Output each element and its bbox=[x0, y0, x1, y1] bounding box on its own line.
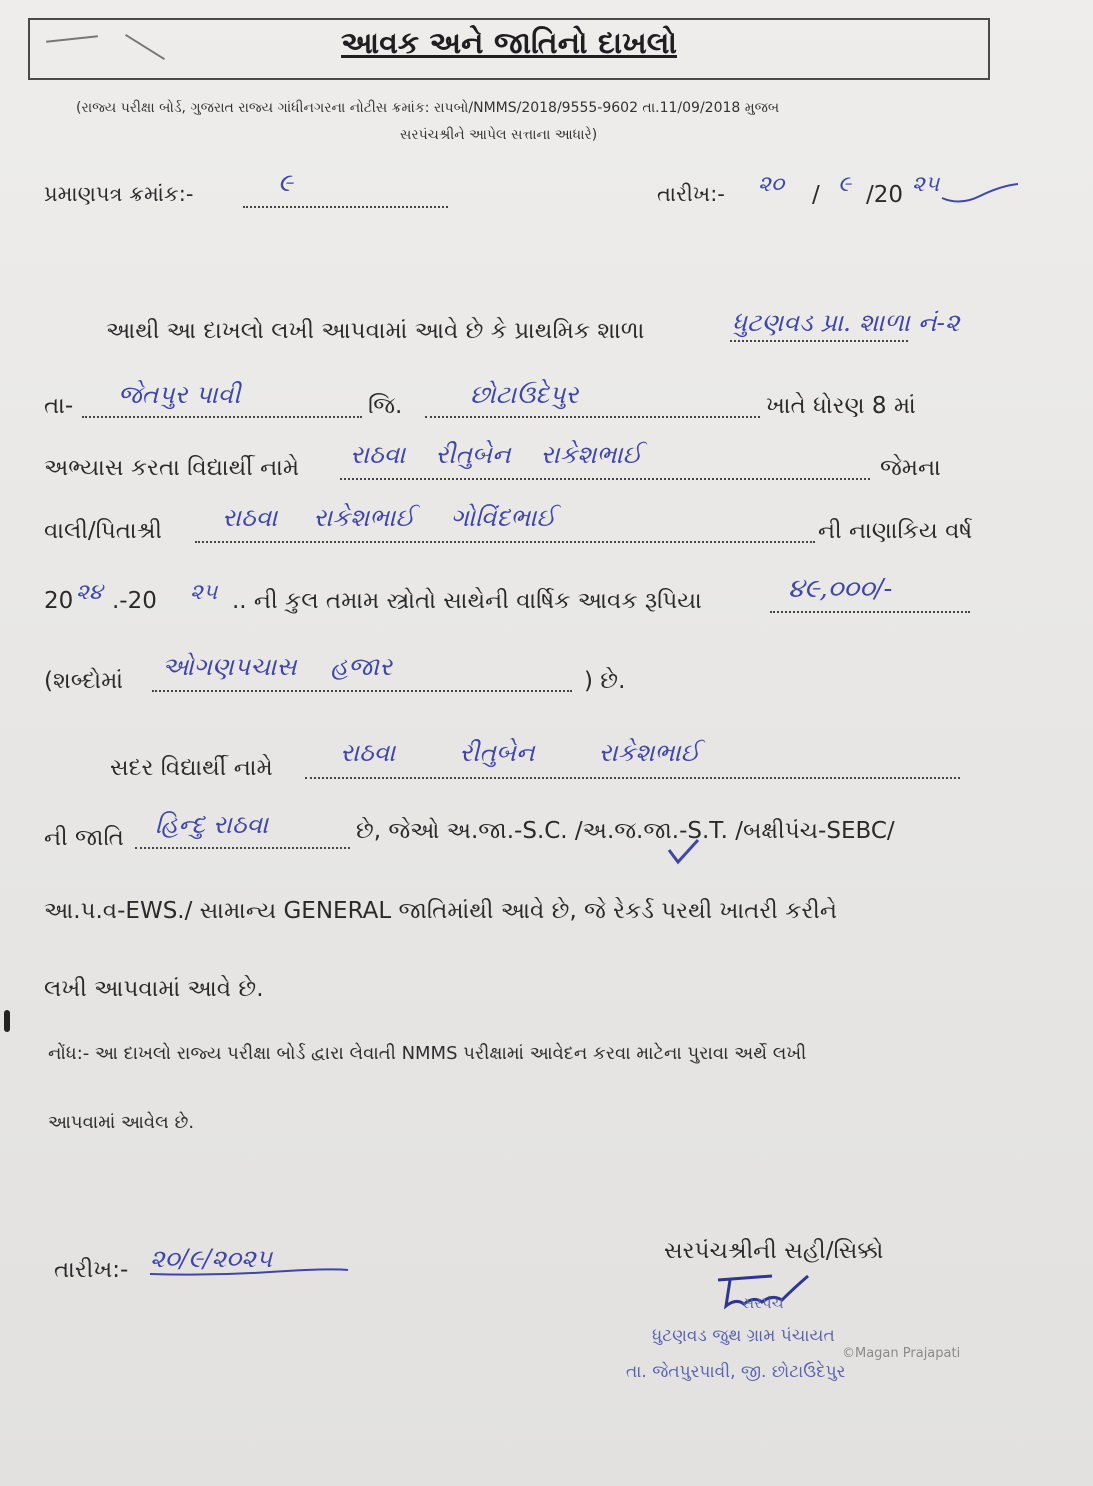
title-box bbox=[28, 18, 990, 80]
student-prefix: અભ્યાસ કરતા વિદ્યાર્થી નામે bbox=[44, 455, 300, 481]
certificate-date-month: ૯ bbox=[838, 172, 852, 197]
paragraph-1-intro: આથી આ દાખલો લખી આપવામાં આવે છે કે પ્રાથમિક શાળા bbox=[106, 318, 645, 344]
date-underline bbox=[150, 1266, 350, 1278]
subtitle-line-2: સરપંચશ્રીને આપેલ સત્તાના આધારે) bbox=[400, 127, 598, 143]
year-prefix: 20 bbox=[44, 588, 74, 614]
parent-name: રાઠવા રાકેશભાઈ ગોવિંદભાઈ bbox=[222, 503, 556, 532]
parent-dots bbox=[195, 541, 815, 543]
note-line-2: આપવામાં આવેલ છે. bbox=[48, 1112, 195, 1133]
footer-date-value: ૨૦/૯/૨૦૨૫ bbox=[150, 1244, 273, 1273]
student-name: રાઠવા રીતુબેન રાકેશભાઈ bbox=[350, 440, 642, 469]
tick-mark-icon bbox=[666, 838, 700, 866]
parent-prefix: વાલી/પિતાશ્રી bbox=[44, 518, 163, 544]
certificate-date-year: ૨૫ bbox=[912, 172, 940, 197]
certificate-number-label: પ્રમાણપત્ર ક્રમાંક:- bbox=[44, 182, 194, 206]
district-dots bbox=[425, 416, 760, 418]
certificate-date-year-prefix: /20 bbox=[866, 182, 904, 208]
words-prefix: (શબ્દોમાં bbox=[44, 668, 124, 694]
p2-student-dots bbox=[305, 777, 960, 779]
caste-prefix: ની જાતિ bbox=[44, 825, 124, 851]
stamp-line-1: ધુટણવડ જુથ ગ્રામ પંચાયત bbox=[652, 1326, 835, 1346]
district-label: જિ. bbox=[368, 393, 403, 419]
certificate-date-day: ૨૦ bbox=[758, 172, 785, 197]
sarpanch-sign-label: સરપંચશ્રીની સહી/સિક્કો bbox=[664, 1238, 884, 1264]
watermark: ©Magan Prajapati bbox=[842, 1346, 961, 1361]
income-text: .. ની કુલ તમામ સ્ત્રોતો સાથેની વાર્ષિક આવક રૂપિયા bbox=[232, 588, 702, 614]
student-dots bbox=[340, 478, 870, 480]
stamp-title: સરપંચ bbox=[742, 1294, 784, 1312]
certificate-paper: આવક અને જાતિનો દાખલો (રાજ્ય પરીક્ષા બોર્ડ, ગુજરાત રાજ્ય ગાંધીનગરના નોટીસ ક્રમાંક: રાપબો/NMMS/2018/9555-9602 તા.11/09/2018 મુજબ સરપંચશ્રીને આપેલ સત્તાના આધારે) પ્રમાણપત્ર ક્રમાંક:- ૯ તારીખ:- ૨૦ / ૯ /20 ૨૫ આથી આ દાખલો લખી આપવામાં આવે છે કે પ્રાથમિક શાળા ધુટણવડ પ્રા. શાળા નં-૨ તા- જેતપુર પાવી જિ. છોટાઉદેપુર ખાતે ધોરણ 8 માં અભ્યાસ કરતા વિદ્યાર્થી નામે રાઠવા રીતુબેન રાકેશભાઈ જેમના વાલી/પિતાશ્રી રાઠવા રાકેશભાઈ ગોવિંદભાઈ ની નાણાકિય વર્ષ 20 ૨૪ .-20 ૨૫ .. ની કુલ તમામ સ્ત્રોતો સાથેની વાર્ષિક આવક રૂપિયા ૪૯,૦૦૦/- (શબ્દોમાં ઓગણપચાસ હજાર ) છે. સદર વિદ્યાર્થી નામે રાઠવા રીતુબેન રાકેશભાઈ ની જાતિ હિન્દુ રાઠવા છે, જેઓ અ.જા.-S.C. /અ.જ.જા.-S.T. /બક્ષીપંચ-SEBC/ આ.પ.વ-EWS./ સામાન્ય GENERAL જાતિમાંથી આવે છે, જે રેકર્ડ પરથી ખાતરી કરીને લખી આપવામાં આવે છે. નોંધ:- આ દાખલો રાજ્ય પરીક્ષા બોર્ડ દ્વારા લેવાતી NMMS પરીક્ષામાં આવેદન કરવા માટેના પુરાવા અર્થે લખી આપવામાં આવેલ છે. તારીખ:- ૨૦/૯/૨૦૨૫ સરપંચશ્રીની સહી/સિક્કો સરપંચ ધુટણવડ જુથ ગ્રામ પંચાયત તા. જેતપુરપાવી, જી. છોટાઉદેપુર ©Magan Prajapati bbox=[0, 0, 1093, 1486]
margin-mark bbox=[4, 1010, 10, 1032]
year-from: ૨૪ bbox=[76, 580, 103, 605]
whose-text: જેમના bbox=[880, 455, 941, 481]
caste-dots bbox=[135, 847, 350, 849]
year-to: ૨૫ bbox=[190, 580, 218, 605]
standard-text: ખાતે ધોરણ 8 માં bbox=[766, 393, 916, 419]
words-dots bbox=[152, 690, 572, 692]
paragraph-2-prefix: સદર વિદ્યાર્થી નામે bbox=[110, 755, 273, 781]
school-dots bbox=[730, 340, 908, 342]
subtitle-line-1: (રાજ્ય પરીક્ષા બોર્ડ, ગુજરાત રાજ્ય ગાંધીનગરના નોટીસ ક્રમાંક: રાપબો/NMMS/2018/9555-9602 તા.11/09/2018 મુજબ bbox=[76, 100, 780, 116]
date-flourish bbox=[940, 178, 1020, 208]
note-line-1: નોંધ:- આ દાખલો રાજ્ય પરીક્ષા બોર્ડ દ્વારા લેવાતી NMMS પરીક્ષામાં આવેદન કરવા માટેના પુરાવા અર્થે લખી bbox=[48, 1043, 807, 1064]
district-value: છોટાઉદેપુર bbox=[470, 380, 579, 409]
year-mid: .-20 bbox=[112, 588, 157, 614]
taluka-value: જેતપુર પાવી bbox=[118, 380, 241, 409]
caste-value: હિન્દુ રાઠવા bbox=[155, 810, 269, 839]
footer-date-label: તારીખ:- bbox=[54, 1257, 129, 1283]
stamp-line-2: તા. જેતપુરપાવી, જી. છોટાઉદેપુર bbox=[626, 1362, 846, 1382]
income-value: ૪૯,૦૦૦/- bbox=[788, 574, 893, 604]
income-dots bbox=[770, 611, 970, 613]
certificate-date-label: તારીખ:- bbox=[657, 182, 725, 206]
certificate-number-dots bbox=[243, 184, 448, 208]
p2-student-name: રાઠવા રીતુબેન રાકેશભાઈ bbox=[340, 738, 700, 767]
document-title: આવક અને જાતિનો દાખલો bbox=[341, 26, 677, 61]
taluka-label: તા- bbox=[44, 393, 74, 419]
certificate-number-value: ૯ bbox=[278, 168, 293, 197]
caste-options-line-2: આ.પ.વ-EWS./ સામાન્ય GENERAL જાતિમાંથી આવે છે, જે રેકર્ડ પરથી ખાતરી કરીને bbox=[44, 898, 837, 924]
financial-year-text: ની નાણાકિય વર્ષ bbox=[818, 518, 973, 544]
school-name: ધુટણવડ પ્રા. શાળા નં-૨ bbox=[732, 308, 960, 337]
words-suffix: ) છે. bbox=[584, 668, 626, 694]
closing-line: લખી આપવામાં આવે છે. bbox=[44, 976, 264, 1002]
taluka-dots bbox=[82, 416, 362, 418]
caste-options: છે, જેઓ અ.જા.-S.C. /અ.જ.જા.-S.T. /બક્ષીપંચ-SEBC/ bbox=[356, 818, 895, 844]
income-in-words: ઓગણપચાસ હજાર bbox=[162, 652, 392, 681]
